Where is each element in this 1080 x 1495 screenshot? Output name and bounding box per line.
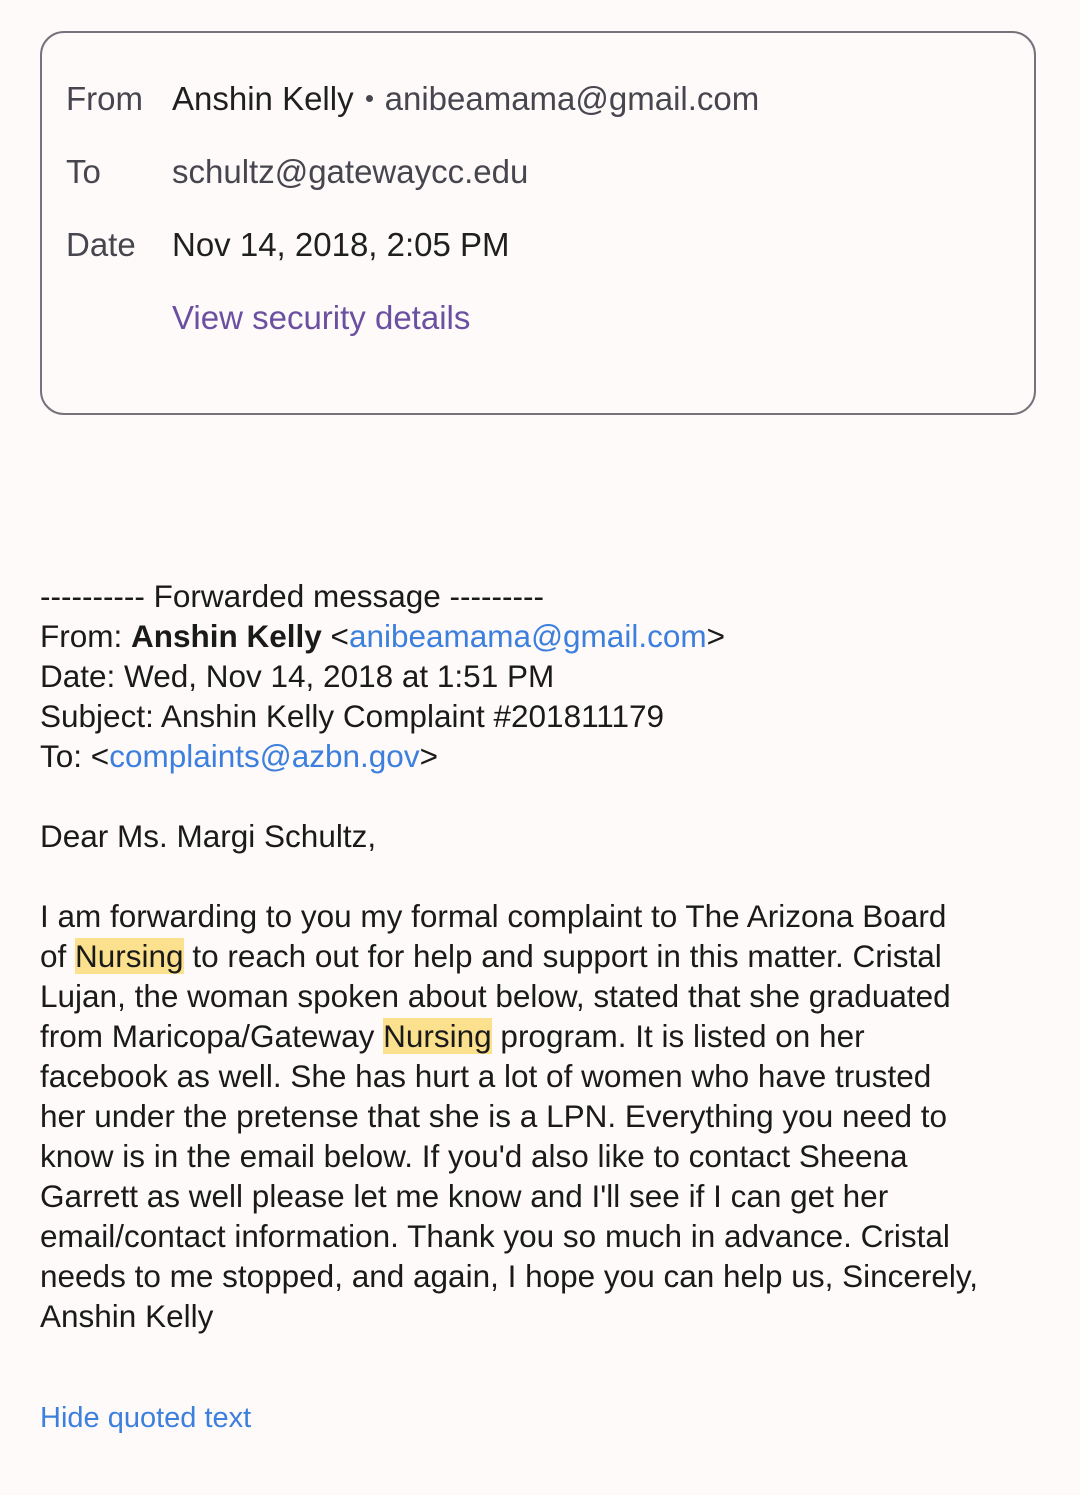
from-value xyxy=(172,79,759,119)
message-details-card xyxy=(40,31,1036,415)
recipient-email[interactable]: schultz@gatewaycc.edu xyxy=(172,153,529,190)
forwarded-from-label: From: xyxy=(40,618,131,654)
view-security-details-link[interactable]: View security details xyxy=(172,299,471,336)
signature: Anshin Kelly xyxy=(40,1298,214,1334)
details-date-row xyxy=(66,225,510,265)
body-line: Garrett as well please let me know and I'll see if I can get her xyxy=(40,1178,889,1214)
details-to-row xyxy=(66,152,528,192)
forwarded-date-line: Date: Wed, Nov 14, 2018 at 1:51 PM xyxy=(40,658,555,694)
search-highlight: Nursing xyxy=(383,1018,492,1054)
forwarded-divider: ---------- Forwarded message --------- xyxy=(40,578,544,614)
body-line: Lujan, the woman spoken about below, stated that she graduated xyxy=(40,978,951,1014)
body-line: needs to me stopped, and again, I hope you can help us, Sincerely, xyxy=(40,1258,979,1294)
separator-dot xyxy=(366,95,373,102)
sender-email[interactable]: anibeamama@gmail.com xyxy=(384,80,760,117)
date-label: Date xyxy=(66,226,136,263)
sender-name: Anshin Kelly xyxy=(172,80,354,117)
body-line: her under the pretense that she is a LPN. Everything you need to xyxy=(40,1098,948,1134)
to-label: To xyxy=(66,153,101,190)
forwarded-from-line: From: Anshin Kelly <anibeamama@gmail.com> xyxy=(40,618,725,654)
search-highlight: Nursing xyxy=(75,938,184,974)
forwarded-from-email-link[interactable]: anibeamama@gmail.com xyxy=(348,618,707,654)
body-line: email/contact information. Thank you so much in advance. Cristal xyxy=(40,1218,950,1254)
details-security-row xyxy=(66,298,470,338)
forwarded-to-label: To: xyxy=(40,738,91,774)
from-label: From xyxy=(66,80,143,117)
body-line: I am forwarding to you my formal complaint to The Arizona Board xyxy=(40,898,947,934)
body-line: from Maricopa/Gateway Nursing program. It is listed on her xyxy=(40,1018,865,1054)
forwarded-to-email-link[interactable]: complaints@azbn.gov xyxy=(109,738,420,774)
date-value: Nov 14, 2018, 2:05 PM xyxy=(172,226,510,263)
message-body xyxy=(40,576,1050,1336)
forwarded-subject-line: Subject: Anshin Kelly Complaint #201811179 xyxy=(40,698,665,734)
body-line: of Nursing to reach out for help and support in this matter. Cristal xyxy=(40,938,942,974)
forwarded-from-name: Anshin Kelly xyxy=(131,618,322,654)
details-from-row xyxy=(66,79,759,119)
body-line: know is in the email below. If you'd also like to contact Sheena xyxy=(40,1138,908,1174)
greeting: Dear Ms. Margi Schultz, xyxy=(40,818,377,854)
body-line: facebook as well. She has hurt a lot of women who have trusted xyxy=(40,1058,932,1094)
hide-quoted-text-link[interactable]: Hide quoted text xyxy=(40,1402,252,1434)
forwarded-to-line: To: <complaints@azbn.gov> xyxy=(40,738,438,774)
